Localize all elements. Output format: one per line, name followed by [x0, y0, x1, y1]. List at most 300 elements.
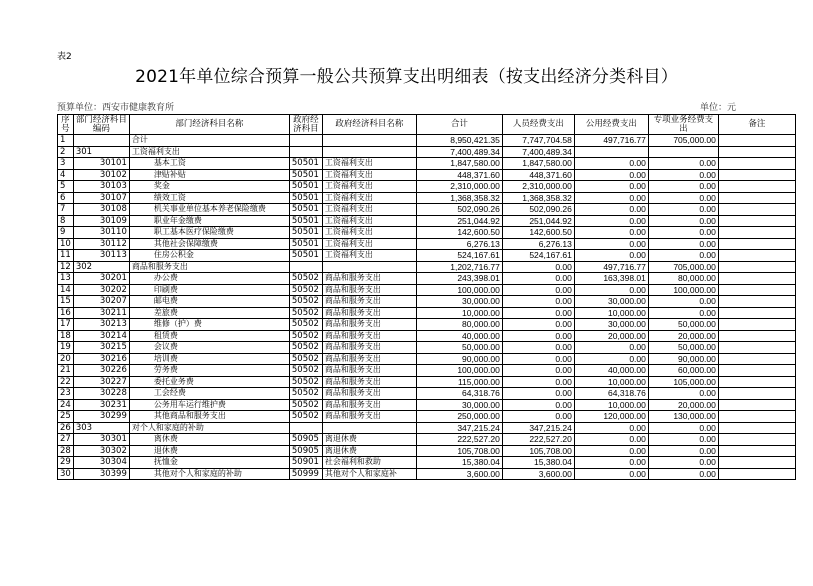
cell-dept-code: 30228 [73, 388, 129, 400]
cell-dept-code: 30214 [73, 330, 129, 342]
cell-gov-code [289, 135, 322, 147]
cell-special: 705,000.00 [648, 135, 718, 147]
cell-public [574, 146, 648, 158]
cell-gov-code: 50502 [289, 319, 322, 331]
cell-gov-code: 50502 [289, 376, 322, 388]
cell-gov-code: 50905 [289, 445, 322, 457]
cell-gov-name: 商品和服务支出 [322, 319, 416, 331]
cell-remark [718, 434, 795, 446]
table-body [58, 135, 796, 480]
cell-gov-code: 50501 [289, 181, 322, 193]
cell-personnel: 15,380.04 [502, 457, 574, 469]
cell-dept-code: 30227 [73, 376, 129, 388]
cell-remark [718, 422, 795, 434]
budget-unit-name: 预算单位：西安市健康教育所 [57, 103, 175, 113]
cell-special: 0.00 [648, 422, 718, 434]
cell-special: 60,000.00 [648, 365, 718, 377]
cell-seq: 22 [58, 376, 74, 388]
cell-remark [718, 353, 795, 365]
cell-dept-name: 住房公积金 [129, 250, 289, 262]
cell-special: 0.00 [648, 457, 718, 469]
cell-remark [718, 468, 795, 480]
cell-dept-code: 30110 [73, 227, 129, 239]
cell-seq: 20 [58, 353, 74, 365]
cell-seq: 21 [58, 365, 74, 377]
table-row [58, 307, 796, 319]
cell-gov-code: 50999 [289, 468, 322, 480]
cell-total: 250,000.00 [416, 411, 502, 423]
cell-special: 50,000.00 [648, 319, 718, 331]
cell-dept-code: 30211 [73, 307, 129, 319]
cell-gov-code: 50501 [289, 250, 322, 262]
cell-seq: 5 [58, 181, 74, 193]
cell-dept-code: 30215 [73, 342, 129, 354]
cell-total: 251,044.92 [416, 215, 502, 227]
cell-personnel: 448,371.60 [502, 169, 574, 181]
cell-public: 0.00 [574, 215, 648, 227]
cell-gov-name: 商品和服务支出 [322, 411, 416, 423]
cell-personnel: 0.00 [502, 399, 574, 411]
cell-gov-name: 工资福利支出 [322, 227, 416, 239]
cell-public: 0.00 [574, 227, 648, 239]
cell-remark [718, 319, 795, 331]
cell-total: 7,400,489.34 [416, 146, 502, 158]
cell-dept-name: 印刷费 [129, 284, 289, 296]
cell-total: 115,000.00 [416, 376, 502, 388]
cell-public: 0.00 [574, 181, 648, 193]
cell-special: 0.00 [648, 238, 718, 250]
cell-gov-name: 工资福利支出 [322, 158, 416, 170]
cell-gov-name [322, 135, 416, 147]
cell-dept-code: 30299 [73, 411, 129, 423]
cell-total: 2,310,000.00 [416, 181, 502, 193]
cell-gov-name: 工资福利支出 [322, 238, 416, 250]
cell-public: 0.00 [574, 342, 648, 354]
cell-gov-name: 工资福利支出 [322, 215, 416, 227]
cell-dept-name: 培训费 [129, 353, 289, 365]
cell-gov-code: 50501 [289, 158, 322, 170]
cell-remark [718, 204, 795, 216]
cell-personnel: 0.00 [502, 365, 574, 377]
cell-total: 1,847,580.00 [416, 158, 502, 170]
cell-personnel: 0.00 [502, 388, 574, 400]
cell-dept-name: 商品和服务支出 [129, 261, 289, 273]
cell-special: 0.00 [648, 204, 718, 216]
cell-dept-code: 30113 [73, 250, 129, 262]
cell-dept-code: 30112 [73, 238, 129, 250]
table-row [58, 204, 796, 216]
cell-remark [718, 135, 795, 147]
cell-remark [718, 376, 795, 388]
cell-special: 100,000.00 [648, 284, 718, 296]
cell-public: 120,000.00 [574, 411, 648, 423]
cell-dept-name: 津贴补贴 [129, 169, 289, 181]
cell-dept-name: 机关事业单位基本养老保险缴费 [129, 204, 289, 216]
cell-seq: 6 [58, 192, 74, 204]
cell-remark [718, 296, 795, 308]
cell-dept-name: 离休费 [129, 434, 289, 446]
cell-remark [718, 342, 795, 354]
cell-seq: 25 [58, 411, 74, 423]
cell-remark [718, 181, 795, 193]
cell-dept-name: 其他商品和服务支出 [129, 411, 289, 423]
cell-dept-name: 劳务费 [129, 365, 289, 377]
cell-special: 80,000.00 [648, 273, 718, 285]
cell-gov-name: 商品和服务支出 [322, 307, 416, 319]
cell-seq: 23 [58, 388, 74, 400]
cell-special: 0.00 [648, 468, 718, 480]
cell-gov-code: 50501 [289, 204, 322, 216]
cell-gov-name: 离退休费 [322, 445, 416, 457]
cell-gov-code [289, 261, 322, 273]
header-dept-name: 部门经济科目名称 [129, 115, 289, 135]
cell-seq: 7 [58, 204, 74, 216]
cell-gov-code: 50502 [289, 353, 322, 365]
table-row [58, 169, 796, 181]
cell-personnel: 0.00 [502, 273, 574, 285]
cell-public: 0.00 [574, 204, 648, 216]
table-row [58, 388, 796, 400]
cell-dept-code: 30213 [73, 319, 129, 331]
cell-dept-name: 其他社会保障缴费 [129, 238, 289, 250]
cell-personnel: 0.00 [502, 353, 574, 365]
cell-dept-code: 30101 [73, 158, 129, 170]
cell-personnel: 524,167.61 [502, 250, 574, 262]
cell-public: 10,000.00 [574, 307, 648, 319]
cell-personnel: 502,090.26 [502, 204, 574, 216]
cell-dept-code: 30107 [73, 192, 129, 204]
table-row [58, 238, 796, 250]
cell-seq: 27 [58, 434, 74, 446]
cell-remark [718, 330, 795, 342]
cell-seq: 10 [58, 238, 74, 250]
cell-public: 0.00 [574, 434, 648, 446]
cell-dept-code: 302 [73, 261, 129, 273]
table-row [58, 376, 796, 388]
cell-personnel: 0.00 [502, 307, 574, 319]
table-row [58, 250, 796, 262]
cell-dept-name: 基本工资 [129, 158, 289, 170]
cell-total: 80,000.00 [416, 319, 502, 331]
cell-remark [718, 365, 795, 377]
cell-public: 0.00 [574, 457, 648, 469]
cell-gov-code: 50502 [289, 307, 322, 319]
table-row [58, 330, 796, 342]
cell-gov-name: 商品和服务支出 [322, 376, 416, 388]
header-gov-code: 政府经济科目 [289, 115, 322, 135]
cell-total: 347,215.24 [416, 422, 502, 434]
cell-total: 90,000.00 [416, 353, 502, 365]
cell-gov-code: 50501 [289, 192, 322, 204]
cell-gov-name: 工资福利支出 [322, 204, 416, 216]
table-row [58, 135, 796, 147]
cell-special: 20,000.00 [648, 399, 718, 411]
cell-dept-name: 租赁费 [129, 330, 289, 342]
cell-total: 448,371.60 [416, 169, 502, 181]
cell-special: 0.00 [648, 388, 718, 400]
cell-dept-name: 对个人和家庭的补助 [129, 422, 289, 434]
table-row [58, 468, 796, 480]
cell-special: 0.00 [648, 227, 718, 239]
cell-public: 0.00 [574, 238, 648, 250]
cell-total: 30,000.00 [416, 296, 502, 308]
cell-gov-code: 50502 [289, 284, 322, 296]
cell-total: 15,380.04 [416, 457, 502, 469]
cell-remark [718, 158, 795, 170]
cell-seq: 4 [58, 169, 74, 181]
cell-personnel: 7,400,489.34 [502, 146, 574, 158]
cell-personnel: 142,600.50 [502, 227, 574, 239]
cell-seq: 12 [58, 261, 74, 273]
table-row [58, 227, 796, 239]
cell-personnel: 347,215.24 [502, 422, 574, 434]
cell-public: 40,000.00 [574, 365, 648, 377]
table-row [58, 146, 796, 158]
cell-personnel: 0.00 [502, 330, 574, 342]
cell-public: 0.00 [574, 468, 648, 480]
table-row [58, 353, 796, 365]
cell-personnel: 2,310,000.00 [502, 181, 574, 193]
cell-gov-name: 其他对个人和家庭补 [322, 468, 416, 480]
cell-dept-code: 30108 [73, 204, 129, 216]
cell-gov-name: 商品和服务支出 [322, 284, 416, 296]
cell-personnel: 1,847,580.00 [502, 158, 574, 170]
cell-gov-code [289, 422, 322, 434]
cell-gov-name [322, 261, 416, 273]
cell-public: 20,000.00 [574, 330, 648, 342]
cell-public: 497,716.77 [574, 261, 648, 273]
cell-gov-name: 工资福利支出 [322, 181, 416, 193]
cell-gov-name: 商品和服务支出 [322, 296, 416, 308]
cell-total: 40,000.00 [416, 330, 502, 342]
cell-gov-code: 50501 [289, 169, 322, 181]
cell-public: 64,318.76 [574, 388, 648, 400]
table-row [58, 181, 796, 193]
cell-dept-name: 邮电费 [129, 296, 289, 308]
cell-personnel: 251,044.92 [502, 215, 574, 227]
cell-gov-name: 工资福利支出 [322, 192, 416, 204]
cell-dept-name: 维修（护）费 [129, 319, 289, 331]
cell-dept-code: 30103 [73, 181, 129, 193]
cell-total: 3,600.00 [416, 468, 502, 480]
cell-seq: 28 [58, 445, 74, 457]
cell-public: 30,000.00 [574, 319, 648, 331]
cell-dept-name: 奖金 [129, 181, 289, 193]
cell-total: 142,600.50 [416, 227, 502, 239]
cell-gov-name: 工资福利支出 [322, 169, 416, 181]
cell-dept-code: 30226 [73, 365, 129, 377]
cell-remark [718, 284, 795, 296]
cell-public: 0.00 [574, 169, 648, 181]
header-personnel: 人员经费支出 [502, 115, 574, 135]
cell-remark [718, 215, 795, 227]
cell-personnel: 0.00 [502, 284, 574, 296]
cell-special: 0.00 [648, 158, 718, 170]
cell-seq: 19 [58, 342, 74, 354]
cell-gov-code: 50502 [289, 273, 322, 285]
cell-remark [718, 146, 795, 158]
cell-gov-name: 商品和服务支出 [322, 342, 416, 354]
table-row [58, 319, 796, 331]
cell-gov-code [289, 146, 322, 158]
cell-special: 0.00 [648, 250, 718, 262]
cell-personnel: 7,747,704.58 [502, 135, 574, 147]
cell-dept-name: 绩效工资 [129, 192, 289, 204]
cell-seq: 3 [58, 158, 74, 170]
cell-remark [718, 457, 795, 469]
header-gov-name: 政府经济科目名称 [322, 115, 416, 135]
cell-special: 0.00 [648, 192, 718, 204]
cell-dept-code: 30102 [73, 169, 129, 181]
cell-seq: 15 [58, 296, 74, 308]
cell-total: 30,000.00 [416, 399, 502, 411]
cell-personnel: 1,368,358.32 [502, 192, 574, 204]
cell-public: 0.00 [574, 192, 648, 204]
table-row [58, 445, 796, 457]
cell-dept-code: 30399 [73, 468, 129, 480]
cell-dept-name: 工会经费 [129, 388, 289, 400]
cell-total: 100,000.00 [416, 365, 502, 377]
cell-dept-name: 合计 [129, 135, 289, 147]
cell-personnel: 3,600.00 [502, 468, 574, 480]
cell-personnel: 0.00 [502, 342, 574, 354]
cell-public: 163,398.01 [574, 273, 648, 285]
cell-personnel: 0.00 [502, 376, 574, 388]
table-header-row [58, 115, 796, 135]
cell-gov-code: 50501 [289, 227, 322, 239]
cell-total: 524,167.61 [416, 250, 502, 262]
cell-seq: 18 [58, 330, 74, 342]
cell-public: 0.00 [574, 422, 648, 434]
unit-info-row [57, 100, 736, 112]
cell-special: 50,000.00 [648, 342, 718, 354]
cell-personnel: 0.00 [502, 261, 574, 273]
cell-dept-code: 30302 [73, 445, 129, 457]
cell-remark [718, 192, 795, 204]
table-label: 表2 [57, 52, 72, 62]
cell-public: 30,000.00 [574, 296, 648, 308]
cell-dept-code: 30207 [73, 296, 129, 308]
cell-special: 20,000.00 [648, 330, 718, 342]
cell-gov-name: 工资福利支出 [322, 250, 416, 262]
cell-remark [718, 399, 795, 411]
cell-remark [718, 250, 795, 262]
table-row [58, 296, 796, 308]
cell-public: 0.00 [574, 353, 648, 365]
table-row [58, 399, 796, 411]
cell-special: 105,000.00 [648, 376, 718, 388]
cell-gov-name: 商品和服务支出 [322, 353, 416, 365]
cell-gov-code: 50501 [289, 215, 322, 227]
cell-seq: 14 [58, 284, 74, 296]
header-special: 专项业务经费支出 [648, 115, 718, 135]
cell-dept-code: 30231 [73, 399, 129, 411]
cell-seq: 11 [58, 250, 74, 262]
cell-dept-name: 工资福利支出 [129, 146, 289, 158]
cell-special: 0.00 [648, 169, 718, 181]
cell-gov-name: 商品和服务支出 [322, 388, 416, 400]
cell-remark [718, 445, 795, 457]
cell-dept-name: 差旅费 [129, 307, 289, 319]
table-row [58, 192, 796, 204]
cell-dept-code: 30109 [73, 215, 129, 227]
table-row [58, 273, 796, 285]
cell-gov-name: 商品和服务支出 [322, 399, 416, 411]
header-public: 公用经费支出 [574, 115, 648, 135]
cell-total: 64,318.76 [416, 388, 502, 400]
header-total: 合计 [416, 115, 502, 135]
cell-dept-name: 职工基本医疗保险缴费 [129, 227, 289, 239]
cell-gov-code: 50502 [289, 342, 322, 354]
cell-total: 1,368,358.32 [416, 192, 502, 204]
cell-special: 90,000.00 [648, 353, 718, 365]
budget-table [57, 114, 796, 480]
cell-dept-code: 301 [73, 146, 129, 158]
cell-remark [718, 307, 795, 319]
cell-dept-code [73, 135, 129, 147]
cell-remark [718, 169, 795, 181]
cell-dept-name: 职业年金缴费 [129, 215, 289, 227]
cell-gov-name [322, 422, 416, 434]
cell-public: 0.00 [574, 250, 648, 262]
cell-special: 0.00 [648, 296, 718, 308]
table-row [58, 215, 796, 227]
cell-remark [718, 227, 795, 239]
table-row [58, 158, 796, 170]
cell-remark [718, 388, 795, 400]
cell-gov-name: 商品和服务支出 [322, 330, 416, 342]
cell-seq: 2 [58, 146, 74, 158]
cell-dept-name: 公务用车运行维护费 [129, 399, 289, 411]
currency-unit: 单位：元 [699, 103, 736, 113]
cell-dept-code: 30216 [73, 353, 129, 365]
cell-seq: 1 [58, 135, 74, 147]
cell-seq: 29 [58, 457, 74, 469]
cell-gov-code: 50502 [289, 399, 322, 411]
cell-total: 6,276.13 [416, 238, 502, 250]
cell-total: 105,708.00 [416, 445, 502, 457]
table-row [58, 261, 796, 273]
cell-gov-code: 50501 [289, 238, 322, 250]
cell-gov-code: 50502 [289, 365, 322, 377]
cell-total: 8,950,421.35 [416, 135, 502, 147]
cell-remark [718, 238, 795, 250]
cell-gov-name: 商品和服务支出 [322, 365, 416, 377]
cell-public: 10,000.00 [574, 376, 648, 388]
cell-special: 130,000.00 [648, 411, 718, 423]
cell-seq: 16 [58, 307, 74, 319]
table-row [58, 365, 796, 377]
table-row [58, 284, 796, 296]
cell-seq: 17 [58, 319, 74, 331]
cell-seq: 30 [58, 468, 74, 480]
cell-seq: 24 [58, 399, 74, 411]
cell-dept-code: 30201 [73, 273, 129, 285]
table-row [58, 411, 796, 423]
cell-total: 50,000.00 [416, 342, 502, 354]
cell-gov-code: 50905 [289, 434, 322, 446]
cell-remark [718, 273, 795, 285]
cell-special: 0.00 [648, 215, 718, 227]
cell-special: 0.00 [648, 307, 718, 319]
cell-personnel: 222,527.20 [502, 434, 574, 446]
cell-public: 0.00 [574, 284, 648, 296]
table-row [58, 457, 796, 469]
cell-special [648, 146, 718, 158]
table-row [58, 342, 796, 354]
header-seq: 序号 [58, 115, 74, 135]
cell-total: 243,398.01 [416, 273, 502, 285]
